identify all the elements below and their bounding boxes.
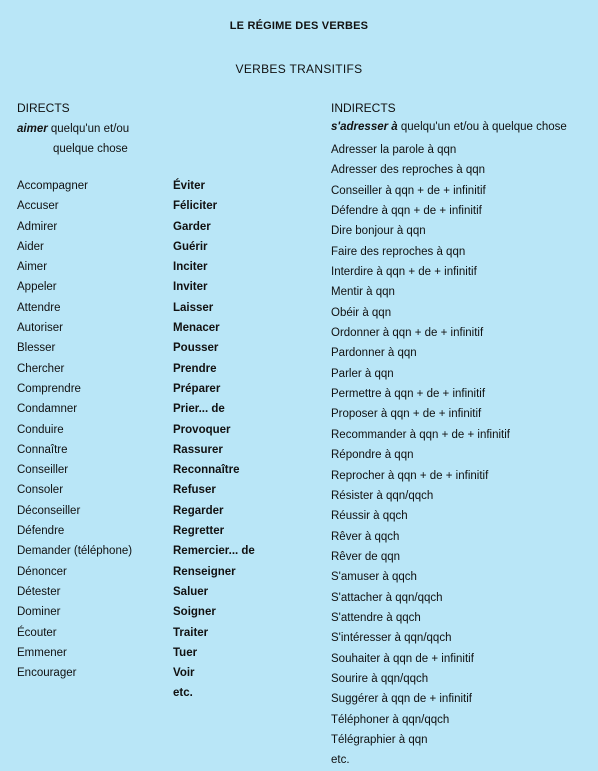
verb-item: Rêver à qqch: [331, 530, 400, 543]
verb-item: Réussir à qqch: [331, 510, 408, 523]
verb-item: Inciter: [173, 261, 208, 274]
verb-item: Déconseiller: [17, 504, 81, 517]
verb-item: Soigner: [173, 606, 216, 619]
verb-item: Parler à qqn: [331, 367, 394, 380]
directs-column-2: [173, 176, 255, 704]
verb-item: Obéir à qqn: [331, 306, 392, 319]
verb-item: Remercier... de: [173, 545, 255, 558]
verb-item: Sourire à qqn/qqch: [331, 672, 429, 685]
verb-item: Adresser des reproches à qqn: [331, 164, 486, 177]
verb-item: S'attacher à qqn/qqch: [331, 591, 443, 604]
directs-example-line-1: [17, 123, 129, 135]
verb-item: Traiter: [173, 626, 209, 639]
verb-item: Regretter: [173, 525, 225, 538]
verb-item: Admirer: [17, 220, 58, 233]
indirects-example-verb: s'adresser à: [331, 121, 398, 133]
verb-item: Accuser: [17, 200, 59, 213]
verb-item: Proposer à qqn + de + infinitif: [331, 408, 482, 421]
verb-item: Recommander à qqn + de + infinitif: [331, 428, 510, 441]
verb-item: Répondre à qqn: [331, 449, 414, 462]
verb-item: Inviter: [173, 281, 208, 294]
section-subtitle: VERBES TRANSITIFS: [235, 62, 363, 76]
verb-item: Faire des reproches à qqn: [331, 245, 466, 258]
verb-item: Dominer: [17, 606, 61, 619]
page-title: LE RÉGIME DES VERBES: [229, 20, 369, 32]
directs-heading: DIRECTS: [17, 101, 70, 115]
verb-item: S'intéresser à qqn/qqch: [331, 632, 452, 645]
verb-item: Chercher: [17, 362, 65, 375]
verb-item: Résister à qqn/qqch: [331, 489, 434, 502]
verb-item: Défendre: [17, 525, 65, 538]
verb-item: etc.: [331, 754, 350, 767]
verb-item: Refuser: [173, 484, 216, 497]
indirects-heading: INDIRECTS: [331, 101, 396, 115]
verb-item: Rassurer: [173, 443, 223, 456]
verb-item: Dénoncer: [17, 565, 67, 578]
verb-item: Mentir à qqn: [331, 286, 395, 299]
verb-item: Permettre à qqn + de + infinitif: [331, 388, 486, 401]
verb-item: Défendre à qqn + de + infinitif: [331, 205, 482, 218]
indirects-example-line: [331, 121, 567, 133]
verb-item: Garder: [173, 220, 211, 233]
verb-item: Féliciter: [173, 200, 218, 213]
verb-item: Condamner: [17, 403, 78, 416]
verb-item: Éviter: [173, 180, 205, 192]
verb-item: Souhaiter à qqn de + infinitif: [331, 652, 474, 665]
verb-item: Prier... de: [173, 403, 225, 416]
verb-item: Pousser: [173, 342, 219, 355]
verb-item: Écouter: [17, 626, 57, 639]
verb-item: Saluer: [173, 585, 209, 598]
verb-item: Téléphoner à qqn/qqch: [331, 713, 450, 726]
verb-item: Détester: [17, 585, 61, 598]
verb-item: Rêver de qqn: [331, 550, 401, 563]
verb-item: Guérir: [173, 240, 208, 253]
verb-item: Blesser: [17, 342, 56, 355]
verb-item: Autoriser: [17, 322, 64, 335]
verb-item: Consoler: [17, 484, 64, 497]
verb-item: S'attendre à qqch: [331, 611, 421, 624]
verb-item: Laisser: [173, 301, 214, 314]
verb-item: Demander (téléphone): [17, 545, 133, 558]
verb-item: Connaître: [17, 443, 68, 456]
verb-item: Emmener: [17, 646, 67, 659]
verb-item: Pardonner à qqn: [331, 347, 417, 360]
verb-item: Conduire: [17, 423, 64, 436]
verb-item: Conseiller à qqn + de + infinitif: [331, 184, 486, 197]
verb-item: Télégraphier à qqn: [331, 733, 428, 746]
verb-item: Accompagner: [17, 180, 88, 192]
verb-item: Conseiller: [17, 464, 69, 477]
verb-item: Regarder: [173, 504, 224, 517]
verb-item: Adresser la parole à qqn: [331, 144, 457, 156]
verb-item: S'amuser à qqch: [331, 571, 417, 584]
directs-example-rest-2: quelque chose: [53, 143, 128, 155]
verb-item: Attendre: [17, 301, 61, 314]
directs-column-1: [17, 176, 132, 683]
verb-item: Ordonner à qqn + de + infinitif: [331, 327, 484, 340]
directs-example-rest-1: quelqu'un et/ou: [50, 123, 130, 135]
verb-item: Dire bonjour à qqn: [331, 225, 426, 238]
verb-item: etc.: [173, 687, 193, 700]
directs-example-verb: aimer: [17, 123, 48, 135]
verb-item: Appeler: [17, 281, 57, 294]
verb-item: Tuer: [173, 646, 198, 659]
verb-item: Prendre: [173, 362, 217, 375]
verb-item: Comprendre: [17, 382, 81, 395]
verb-item: Aimer: [17, 261, 48, 274]
verb-item: Voir: [173, 667, 195, 680]
verb-item: Préparer: [173, 382, 221, 395]
indirects-column: [331, 140, 510, 771]
verb-item: Aider: [17, 240, 44, 253]
verb-item: Interdire à qqn + de + infinitif: [331, 266, 477, 279]
verb-item: Reconnaître: [173, 464, 240, 477]
verb-item: Provoquer: [173, 423, 231, 436]
verb-item: Reprocher à qqn + de + infinitif: [331, 469, 489, 482]
verb-item: Encourager: [17, 667, 77, 680]
verb-item: Menacer: [173, 322, 220, 335]
verb-item: Renseigner: [173, 565, 236, 578]
verb-item: Suggérer à qqn de + infinitif: [331, 693, 472, 706]
indirects-example-rest: quelqu'un et/ou à quelque chose: [400, 121, 567, 133]
